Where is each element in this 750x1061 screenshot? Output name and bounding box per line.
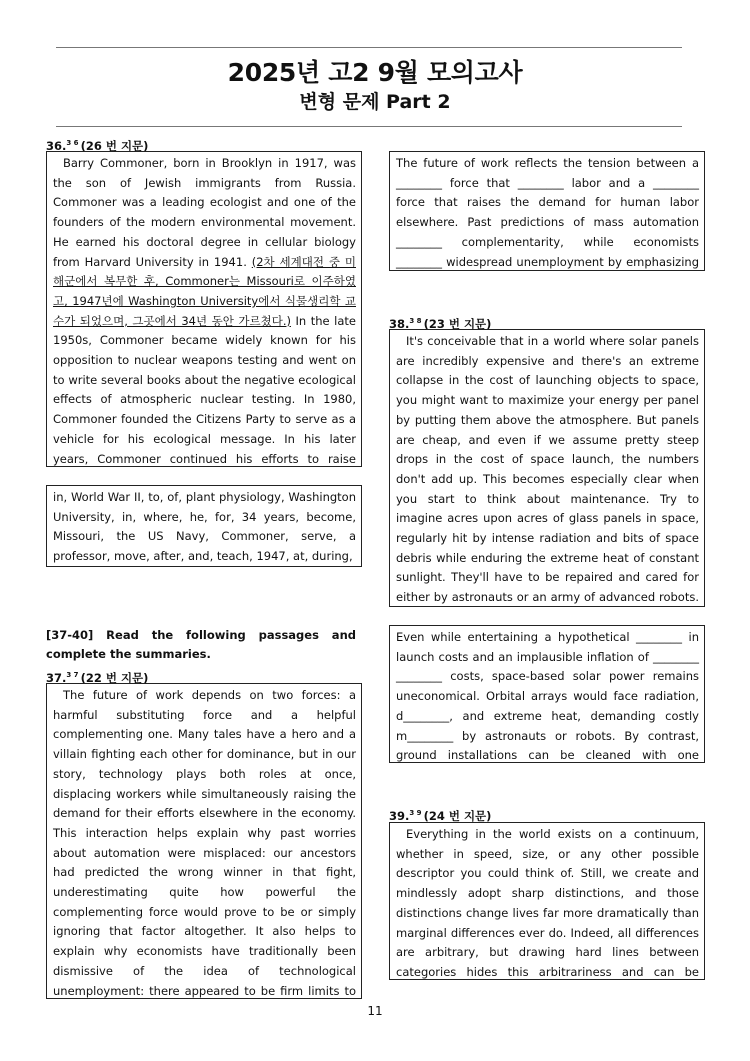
top-rule <box>56 47 682 48</box>
q36-word-bank-box <box>46 485 362 567</box>
q38-summary: Even while entertaining a hypothetical ________ in launch costs and an implausible inflation of ________ ________ costs, space-based solar power remains uneconomical. Orbital arrays would face radiation, d________, and extreme heat, demanding costly m________ by astronauts or robots. By contrast, ground installations can be cleaned with one <box>396 630 699 763</box>
page-subtitle: 변형 문제 Part 2 <box>299 91 451 113</box>
q38-sup: 3 8 <box>409 317 422 325</box>
q36-word-bank: in, World War II, to, of, plant physiology, Washington University, in, where, he, for, 34 years, become, Missouri, the US Navy, Commoner, serve, a professor, move, after, and, teach, 1947, at, during, <box>53 490 356 564</box>
q39-number: 39. <box>389 809 410 823</box>
q36-passage-before: Barry Commoner, born in Brooklyn in 1917, was the son of Jewish immigrants from Russia. Commoner was a leading ecologist and one of the founders of the modern environmental movement. He earned his doctoral degree in cellular biology from Harvard University in 1941. <box>53 156 356 269</box>
q36-sup: 3 6 <box>66 139 79 147</box>
q36-underlined-translation: (2차 세계대전 중 미 해군에서 복무한 후, Commoner는 Missouri로 이주하였고, 1947년에 Washington University에서 식물생리학 교수가 되었으며, 그곳에서 34년 동안 가르쳤다.) <box>53 254 356 328</box>
page-number: 11 <box>367 1004 383 1018</box>
page-title: 2025년 고2 9월 모의고사 <box>227 58 523 87</box>
q39-source: (24 번 지문) <box>423 809 492 823</box>
q38-source: (23 번 지문) <box>423 317 492 331</box>
q37-sup: 3 7 <box>66 671 79 679</box>
q39-passage: Everything in the world exists on a continuum, whether in speed, size, or any other possible descriptor you could think of. Still, we create and mindlessly adopt sharp distinctions, and those distinctions change lives far more dramatically than marginal differences ever do. Indeed, all differences are arbitrary, but drawing hard lines between categories hides this arbitrariness and can be <box>396 827 699 979</box>
q36-number: 36. <box>46 139 67 153</box>
q38-summary-box <box>389 625 705 763</box>
q39-label <box>389 806 491 823</box>
q36-passage <box>53 154 356 467</box>
q36-source: (26 번 지문) <box>80 139 149 153</box>
q36-passage-box <box>46 151 362 467</box>
q37-source: (22 번 지문) <box>80 671 149 685</box>
q37-summary-box <box>389 151 705 271</box>
q37-summary: The future of work reflects the tension between a ________ force that ________ labor and a ________ force that raises the demand for human labor elsewhere. Past predictions of mass automation ________ complementarity, while economists ________ widespread unemployment by emphasizing <box>396 156 699 269</box>
section-instructions: [37-40] Read the following passages and complete the summaries. <box>46 628 356 661</box>
q37-passage: The future of work depends on two forces: a harmful substituting force and a helpful complementing one. Many tales have a hero and a villain fighting each other for dominance, but in our story, technology plays both roles at once, displacing workers while simultaneously raising the demand for their efforts elsewhere in the economy. This interaction helps explain why past worries about automation were misplaced: our ancestors had predicted the wrong winner in that fight, underestimating quite how powerful the complementing force would prove to be or simply ignoring that factor altogether. It also helps to explain why economists have traditionally been dismissive of the idea of technological unemployment: there appeared to be firm limits to <box>53 688 356 998</box>
header-bottom-rule <box>56 126 682 127</box>
q37-number: 37. <box>46 671 67 685</box>
q36-passage-after: In the late 1950s, Commoner became widely known for his opposition to nuclear weapons testing and went on to write several books about the negative ecological effects of atmospheric nuclear testing. In 1980, Commoner founded the Citizens Party to serve as a vehicle for his ecological message. In his later years, Commoner continued his efforts to raise <box>53 313 356 466</box>
q38-passage-box <box>389 329 705 607</box>
q38-passage: It's conceivable that in a world where solar panels are incredibly expensive and there's an extreme collapse in the cost of launching objects to space, you might want to maximize your energy per panel by putting them above the atmosphere. But panels are cheap, and even if we assume pretty steep drops in the cost of space launch, the numbers don't add up. This becomes especially clear when you start to think about maintenance. Try to imagine acres upon acres of glass panels in space, regularly hit by intense radiation and bits of space debris while enduring the extreme heat of constant sunlight. They'll have to be repaired and cared for either by astronauts or an army of advanced robots. <box>396 334 699 605</box>
q38-number: 38. <box>389 317 410 331</box>
q37-passage-box <box>46 683 362 999</box>
q39-passage-box <box>389 822 705 980</box>
q39-sup: 3 9 <box>409 809 422 817</box>
